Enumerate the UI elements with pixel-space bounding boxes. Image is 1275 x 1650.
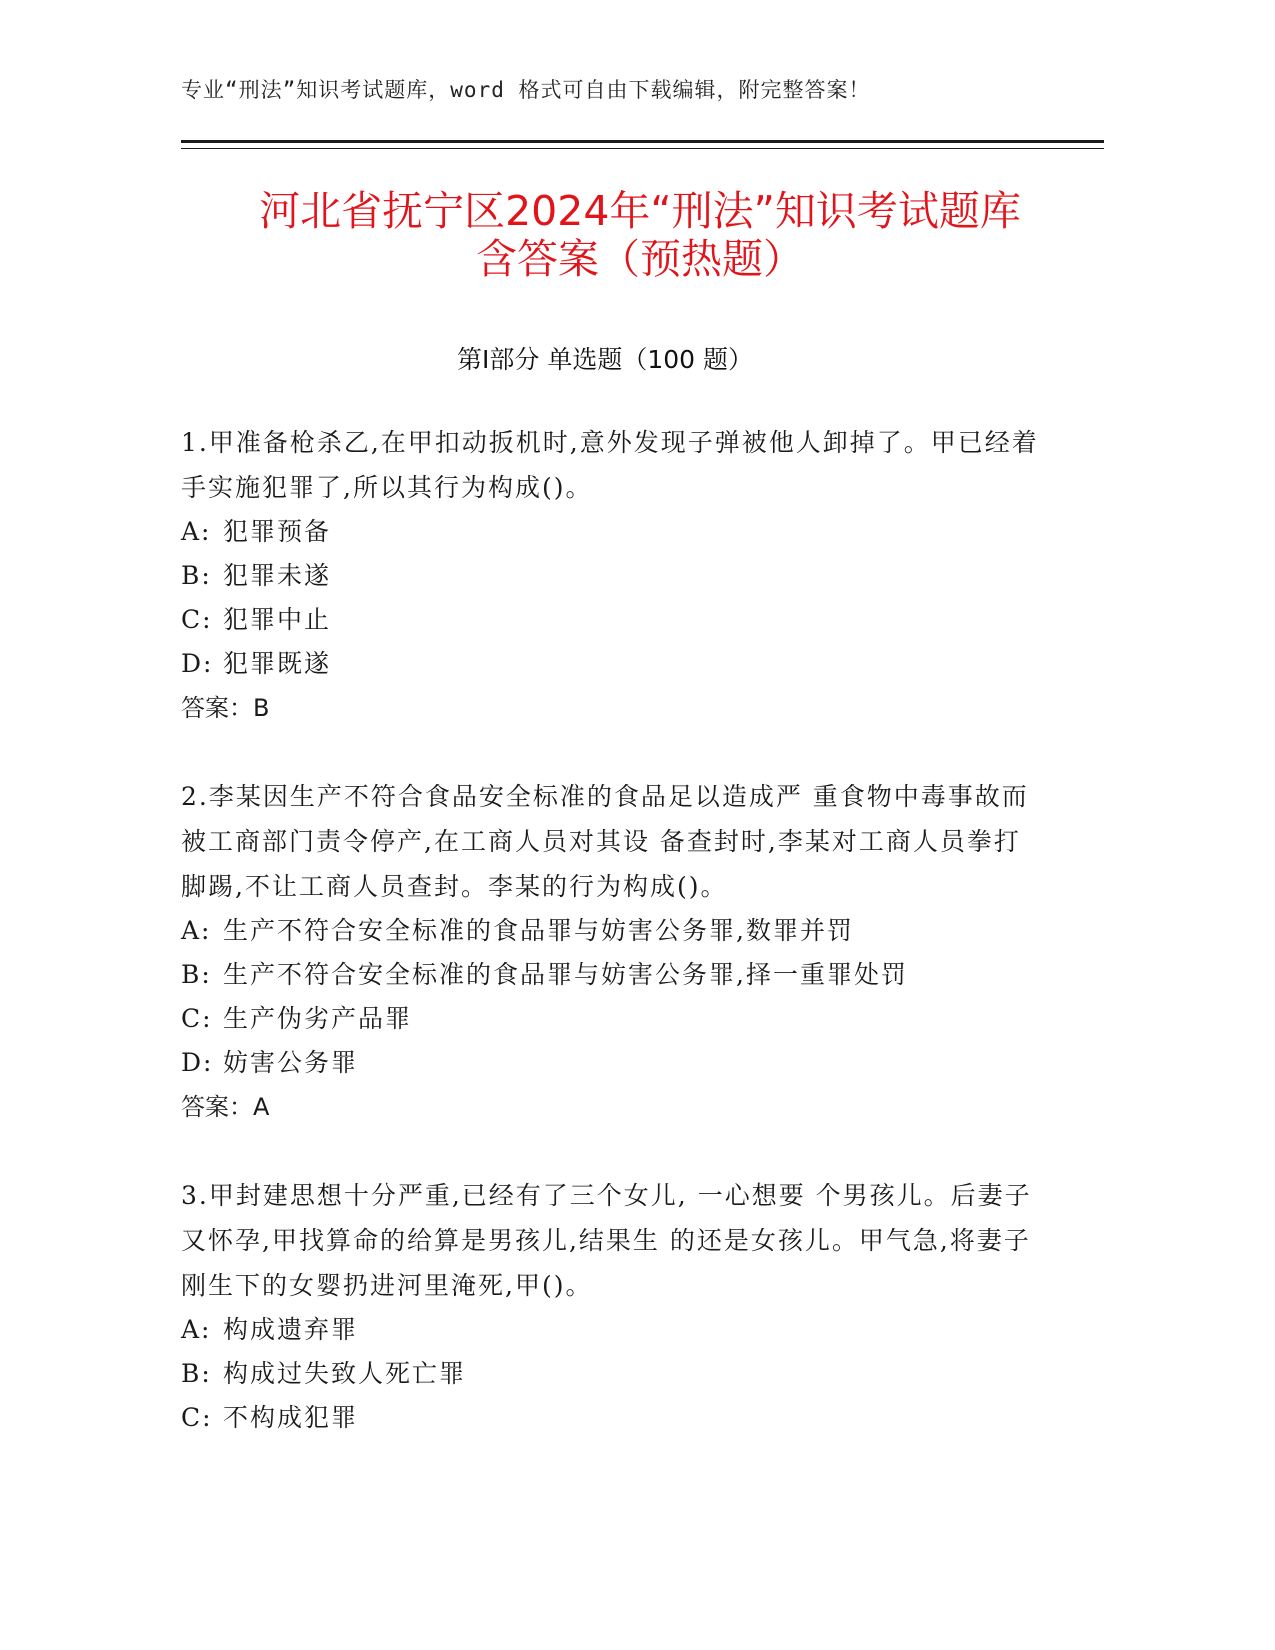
- option-text: 犯罪未遂: [223, 561, 332, 590]
- option-text: 构成遗弃罪: [223, 1315, 359, 1344]
- question-item: [181, 1173, 1041, 1440]
- question-item: [181, 774, 1041, 1129]
- option-text: 犯罪既遂: [223, 649, 332, 678]
- option-key: D:: [181, 649, 214, 678]
- question-item: [181, 420, 1041, 730]
- option-b: [181, 1352, 1041, 1396]
- option-c: [181, 1396, 1041, 1440]
- option-c: [181, 997, 1041, 1041]
- option-text: 生产伪劣产品罪: [223, 1004, 413, 1033]
- option-key: B:: [181, 1359, 212, 1388]
- option-text: 犯罪中止: [223, 605, 332, 634]
- option-text: 不构成犯罪: [223, 1403, 359, 1432]
- option-key: B:: [181, 960, 212, 989]
- option-key: A:: [181, 1315, 212, 1344]
- option-key: D:: [181, 1048, 214, 1077]
- option-b: [181, 953, 1041, 997]
- option-key: A:: [181, 517, 212, 546]
- header-rule-thick: [181, 140, 1104, 143]
- option-text: 生产不符合安全标准的食品罪与妨害公务罪,择一重罪处罚: [223, 960, 908, 989]
- option-text: 构成过失致人死亡罪: [223, 1359, 467, 1388]
- answer-label: 答案：A: [181, 1093, 270, 1121]
- option-text: 生产不符合安全标准的食品罪与妨害公务罪,数罪并罚: [223, 916, 854, 945]
- option-text: 妨害公务罪: [223, 1048, 359, 1077]
- question-stem: 1.甲准备枪杀乙,在甲扣动扳机时,意外发现子弹被他人卸掉了。甲已经着手实施犯罪了,所以其行为构成()。: [181, 428, 1039, 502]
- option-d: [181, 1041, 1041, 1085]
- option-key: C:: [181, 1403, 213, 1432]
- option-a: [181, 909, 1041, 953]
- title-line-1: 河北省抚宁区2024年“刑法”知识考试题库: [259, 187, 1021, 235]
- option-a: [181, 1308, 1041, 1352]
- title-line-2: 含答案（预热题）: [476, 235, 804, 283]
- answer-label: 答案：B: [181, 694, 270, 722]
- option-key: C:: [181, 605, 213, 634]
- question-list: [181, 420, 1041, 1484]
- header-note: 专业“刑法”知识考试题库，word 格式可自由下载编辑，附完整答案！: [181, 78, 871, 102]
- header-rule-thin: [181, 148, 1104, 149]
- document-title: [160, 187, 1120, 283]
- option-a: [181, 510, 1041, 554]
- option-text: 犯罪预备: [223, 517, 332, 546]
- question-stem: 2.李某因生产不符合食品安全标准的食品足以造成严 重食物中毒事故而被工商部门责令停产,在工商人员对其设 备查封时,李某对工商人员拳打脚踢,不让工商人员查封。李某的行为构成()。: [181, 782, 1029, 901]
- option-d: [181, 642, 1041, 686]
- question-stem: 3.甲封建思想十分严重,已经有了三个女儿, 一心想要 个男孩儿。后妻子又怀孕,甲找算命的给算是男孩儿,结果生 的还是女孩儿。甲气急,将妻子刚生下的女婴扔进河里淹死,甲()。: [181, 1181, 1032, 1300]
- option-key: A:: [181, 916, 212, 945]
- option-key: C:: [181, 1004, 213, 1033]
- option-b: [181, 554, 1041, 598]
- section-title: 第Ⅰ部分 单选题（100 题）: [457, 345, 753, 374]
- option-c: [181, 598, 1041, 642]
- option-key: B:: [181, 561, 212, 590]
